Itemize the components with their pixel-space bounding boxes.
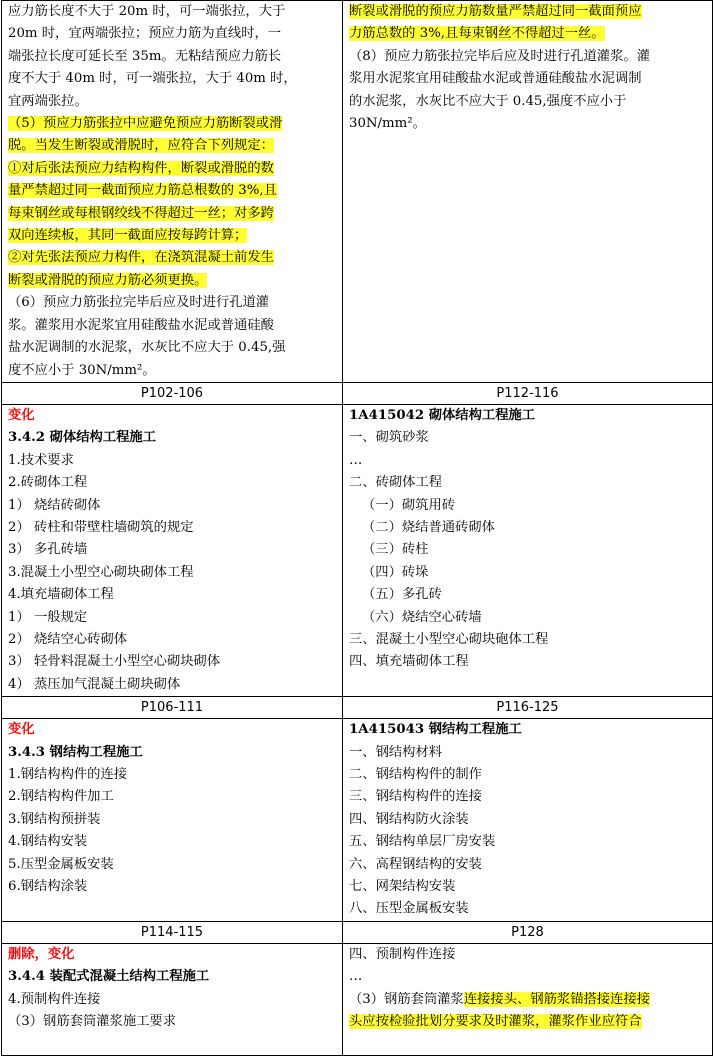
highlighted-line: 力筋总数的 3%,且每束钢丝不得超过一丝。 <box>349 26 605 42</box>
list-item: 1） 一般规定 <box>8 609 88 625</box>
change-tag: 变化 <box>8 722 35 738</box>
page-ref-left: P106-111 <box>2 697 343 719</box>
list-item: 3.钢结构预拼装 <box>8 811 101 827</box>
list-item: 1） 烧结砖砌体 <box>8 497 101 513</box>
precast-right-cell <box>343 943 713 1056</box>
steel-left-cell <box>2 719 343 922</box>
comparison-table <box>1 0 713 1056</box>
highlighted-line: 量严禁超过同一截面预应力筋总根数的 3%,且 <box>8 183 277 199</box>
list-item: 4.钢结构安装 <box>8 834 88 850</box>
prestress-left-cell <box>2 1 343 383</box>
list-item: 二、钢结构构件的制作 <box>349 767 482 782</box>
list-item: 3） 轻骨料混凝土小型空心砌块砌体 <box>8 654 221 670</box>
grouting-paragraph <box>8 292 336 382</box>
text-line: 20m 时，宜两端张拉；预应力筋为直线时，一 <box>8 26 282 42</box>
section-title: 3.4.4 装配式混凝土结构工程施工 <box>8 969 210 985</box>
text-line: 的水泥浆，水灰比不应大于 0.45,强度不应小于 <box>349 93 627 109</box>
list-item: 三、钢结构构件的连接 <box>349 789 482 805</box>
section-title: 3.4.2 砌体结构工程施工 <box>8 430 157 446</box>
list-item: 一、钢结构材料 <box>349 744 443 760</box>
text-line: 宜两端张拉。 <box>8 93 88 109</box>
section-title: 1A415042 砌体结构工程施工 <box>349 407 536 423</box>
list-item: 4） 蒸压加气混凝土砌块砌体 <box>8 676 181 692</box>
highlighted-line: 断裂或滑脱的预应力筋必须更换。 <box>8 272 208 288</box>
section-title: 1A415043 钢结构工程施工 <box>349 722 522 738</box>
list-item: （五）多孔砖 <box>362 587 442 603</box>
list-item: 1.钢结构构件的连接 <box>8 767 128 782</box>
text-line: （6）预应力筋张拉完毕后应及时进行孔道灌 <box>8 295 270 311</box>
list-item: … <box>349 452 363 468</box>
highlighted-run: 头应按检验批划分要求及时灌浆，灌浆作业应符合 <box>349 1014 642 1030</box>
text-line: 应力筋长度不大于 20m 时，可一端张拉，大于 <box>8 4 286 19</box>
text-line: 度不应小于 30N/mm²。 <box>8 362 156 378</box>
list-item: 4.预制构件连接 <box>8 991 101 1007</box>
page-ref-row <box>2 921 713 943</box>
list-item: 五、钢结构单层厂房安装 <box>349 834 496 850</box>
text-line: 度不大于 40m 时，可一端张拉，大于 40m 时， <box>8 71 297 87</box>
list-item: （四）砖垛 <box>362 564 429 580</box>
highlighted-line: 脱。当发生断裂或滑脱时，应符合下列规定： <box>8 138 274 154</box>
page-ref-row <box>2 382 713 404</box>
list-item: 二、砖砌体工程 <box>349 475 443 491</box>
text-run: （3）钢筋套筒灌浆 <box>349 991 464 1007</box>
text-line: 浆用水泥浆宜用硅酸盐水泥或普通硅酸盐水泥调制 <box>349 71 642 87</box>
highlighted-line: （5）预应力筋张拉中应避免预应力筋断裂或滑 <box>8 116 283 132</box>
list-item: （二）烧结普通砖砌体 <box>362 519 495 535</box>
highlighted-run: 连接接头、钢筋浆锚搭接连接接 <box>463 991 650 1007</box>
text-line: 浆。灌浆用水泥浆宜用硅酸盐水泥或普通硅酸 <box>8 317 274 333</box>
list-item: 3.混凝土小型空心砌块砌体工程 <box>8 564 194 580</box>
list-item: 2） 砖柱和带壁柱墙砌筑的规定 <box>8 519 194 535</box>
list-item: 1.技术要求 <box>8 452 74 468</box>
text-line: 端张拉长度可延长至 35m。无粘结预应力筋长 <box>8 48 282 64</box>
list-item: 三、混凝土小型空心砌块砲体工程 <box>349 631 549 647</box>
list-item: … <box>349 969 363 985</box>
change-tag: 变化 <box>8 407 35 423</box>
grout-sleeve-paragraph <box>349 989 706 1034</box>
text-line: 30N/mm²。 <box>349 116 426 132</box>
list-item: 2.砖砌体工程 <box>8 475 88 491</box>
precast-row <box>2 943 713 1056</box>
list-item: 3） 多孔砖墙 <box>8 542 88 558</box>
list-item: 2） 烧结空心砖砌体 <box>8 631 128 647</box>
list-item: 四、填充墙砌体工程 <box>349 654 469 670</box>
prestress-right-cell <box>343 1 713 383</box>
list-item: 四、钢结构防火涂装 <box>349 811 469 827</box>
precast-left-cell <box>2 943 343 1056</box>
list-item: 四、预制构件连接 <box>349 946 456 962</box>
break-limit-paragraph <box>349 1 706 46</box>
list-item: 4.填充墙砌体工程 <box>8 587 114 603</box>
list-item: （3）钢筋套筒灌浆施工要求 <box>8 1014 177 1030</box>
page-ref-right: P128 <box>343 921 713 943</box>
highlighted-line: ①对后张法预应力结构构件，断裂或滑脱的数 <box>8 160 274 176</box>
page-ref-left: P102-106 <box>2 382 343 404</box>
text-line: 盐水泥调制的水泥浆，水灰比不应大于 0.45,强 <box>8 340 286 356</box>
list-item: 5.压型金属板安装 <box>8 856 114 872</box>
text-line: （8）预应力筋张拉完毕后应及时进行孔道灌浆。灌 <box>349 48 650 64</box>
page-ref-right: P116-125 <box>343 697 713 719</box>
prestress-row <box>2 1 713 383</box>
list-item: 六、高程钢结构的安装 <box>349 856 482 872</box>
section-title: 3.4.3 钢结构工程施工 <box>8 744 143 760</box>
steel-right-cell <box>343 719 713 922</box>
list-item: 6.钢结构涂装 <box>8 879 88 895</box>
prestress-length-paragraph <box>8 1 336 113</box>
list-item: 七、网架结构安装 <box>349 879 456 895</box>
list-item: （一）砌筑用砖 <box>362 497 456 513</box>
page-ref-row <box>2 697 713 719</box>
masonry-right-cell <box>343 404 713 696</box>
highlighted-line: 双向连续板，其同一截面应按每跨计算； <box>8 228 248 244</box>
highlighted-line: 每束钢丝或每根钢绞线不得超过一丝；对多跨 <box>8 205 274 221</box>
list-item: 一、砌筑砂浆 <box>349 430 429 446</box>
change-tag: 删除，变化 <box>8 946 75 962</box>
list-item: 2.钢结构构件加工 <box>8 789 114 805</box>
page-ref-left: P114-115 <box>2 921 343 943</box>
highlighted-line: ②对先张法预应力构件，在浇筑混凝土前发生 <box>8 250 274 266</box>
list-item: （六）烧结空心砖墙 <box>362 609 482 625</box>
masonry-left-cell <box>2 404 343 696</box>
tensioning-break-paragraph <box>8 113 336 292</box>
highlighted-line: 断裂或滑脱的预应力筋数量严禁超过同一截面预应 <box>349 4 642 19</box>
page-ref-right: P112-116 <box>343 382 713 404</box>
grouting-paragraph-8 <box>349 46 706 136</box>
list-item: （三）砖柱 <box>362 542 429 558</box>
masonry-row <box>2 404 713 696</box>
list-item: 八、压型金属板安装 <box>349 901 469 917</box>
steel-row <box>2 719 713 922</box>
